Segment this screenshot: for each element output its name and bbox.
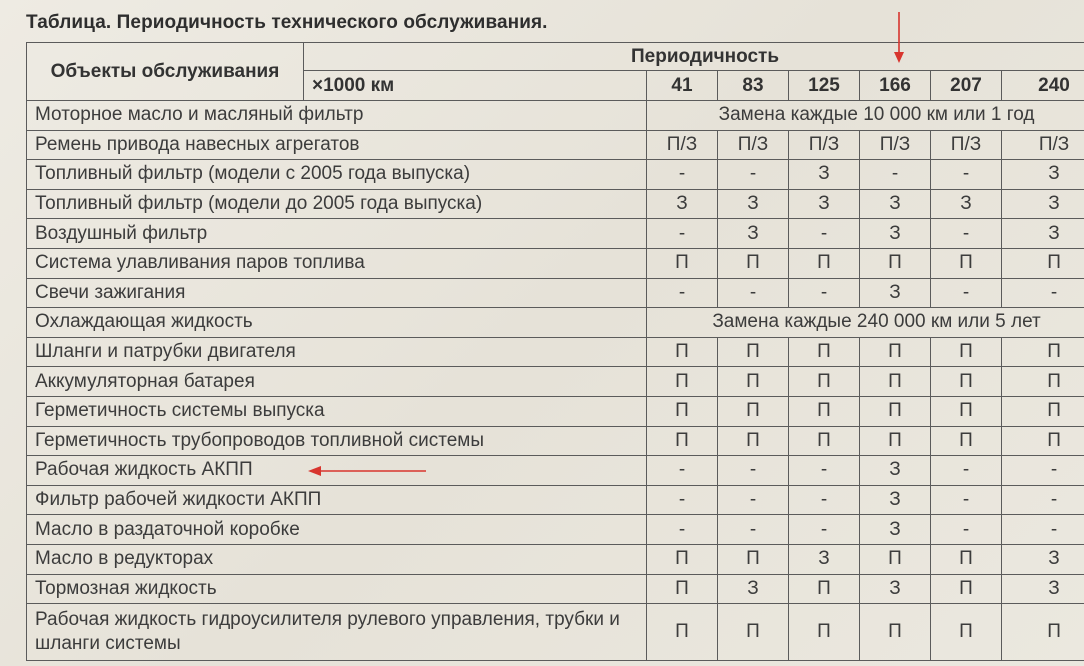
- table-cell: П: [718, 248, 789, 278]
- table-cell: П: [860, 604, 931, 661]
- table-cell: З: [860, 278, 931, 308]
- table-cell: П: [789, 337, 860, 367]
- table-cell: З: [1002, 219, 1084, 249]
- table-cell: П: [1002, 337, 1084, 367]
- table-cell: -: [718, 485, 789, 515]
- table-cell: П: [789, 396, 860, 426]
- table-title: Таблица. Периодичность технического обслуживания.: [26, 12, 548, 33]
- row-label: Топливный фильтр (модели до 2005 года выпуска): [27, 189, 647, 219]
- table-cell: П: [931, 544, 1002, 574]
- table-cell: П: [647, 426, 718, 456]
- table-cell: -: [647, 278, 718, 308]
- row-label: Воздушный фильтр: [27, 219, 647, 249]
- table-cell: -: [647, 160, 718, 190]
- table-row: [27, 426, 1084, 456]
- table-cell: П: [718, 396, 789, 426]
- table-cell: -: [1002, 278, 1084, 308]
- table-cell: З: [1002, 160, 1084, 190]
- table-cell: З: [789, 544, 860, 574]
- table-cell: П: [1002, 426, 1084, 456]
- table-row: [27, 101, 1084, 131]
- row-label: Аккумуляторная батарея: [27, 367, 647, 397]
- header-interval: 41: [647, 71, 718, 101]
- header-interval: 83: [718, 71, 789, 101]
- table-cell: -: [931, 278, 1002, 308]
- header-row-top: [27, 43, 1084, 71]
- table-row: [27, 248, 1084, 278]
- table-cell: П: [647, 396, 718, 426]
- table-cell: З: [789, 160, 860, 190]
- table-cell: П: [1002, 248, 1084, 278]
- table-cell: П/З: [647, 130, 718, 160]
- row-label: Рабочая жидкость АКПП: [27, 456, 647, 486]
- table-cell: -: [718, 278, 789, 308]
- header-objects: Объекты обслуживания: [27, 43, 304, 101]
- table-cell: З: [860, 456, 931, 486]
- table-cell: З: [860, 485, 931, 515]
- row-label: Тормозная жидкость: [27, 574, 647, 604]
- table-cell: П: [931, 574, 1002, 604]
- table-row-highlighted: [27, 456, 1084, 486]
- table-cell: П: [718, 604, 789, 661]
- row-label: Масло в редукторах: [27, 544, 647, 574]
- table-cell: П/З: [1002, 130, 1084, 160]
- table-cell: -: [718, 160, 789, 190]
- row-label: Фильтр рабочей жидкости АКПП: [27, 485, 647, 515]
- table-row: [27, 308, 1084, 338]
- table-row: [27, 278, 1084, 308]
- table-cell: П/З: [860, 130, 931, 160]
- table-cell: П: [647, 574, 718, 604]
- table-cell: П: [718, 426, 789, 456]
- table-row: [27, 544, 1084, 574]
- table-cell: З: [1002, 544, 1084, 574]
- arrow-down-icon: [893, 12, 905, 64]
- table-cell: З: [1002, 574, 1084, 604]
- header-interval: 125: [789, 71, 860, 101]
- table-cell: -: [860, 160, 931, 190]
- table-cell: -: [931, 456, 1002, 486]
- header-interval: 240: [1002, 71, 1084, 101]
- table-cell: П: [718, 367, 789, 397]
- table-cell: П: [1002, 367, 1084, 397]
- table-cell: П: [931, 337, 1002, 367]
- table-cell: П/З: [789, 130, 860, 160]
- table-cell: П: [860, 367, 931, 397]
- maintenance-table: [26, 42, 1084, 661]
- table-cell: П: [789, 248, 860, 278]
- row-label: Рабочая жидкость гидроусилителя рулевого управления, трубки и шланги системы: [27, 604, 647, 661]
- table-cell: З: [860, 515, 931, 545]
- table-cell: -: [931, 219, 1002, 249]
- table-cell: П: [718, 337, 789, 367]
- table-cell: П: [860, 248, 931, 278]
- table-cell: П/З: [718, 130, 789, 160]
- header-interval: 207: [931, 71, 1002, 101]
- table-row: [27, 160, 1084, 190]
- table-cell: З: [1002, 189, 1084, 219]
- table-cell: П: [789, 426, 860, 456]
- row-label: Моторное масло и масляный фильтр: [27, 101, 647, 131]
- table-cell: З: [860, 574, 931, 604]
- table-cell: -: [718, 515, 789, 545]
- table-cell: -: [789, 456, 860, 486]
- row-label: Шланги и патрубки двигателя: [27, 337, 647, 367]
- table-cell: П: [931, 426, 1002, 456]
- table-cell: -: [789, 485, 860, 515]
- table-cell: З: [718, 189, 789, 219]
- table-cell: П: [647, 337, 718, 367]
- table-row: [27, 515, 1084, 545]
- row-label: Герметичность системы выпуска: [27, 396, 647, 426]
- table-cell: З: [789, 189, 860, 219]
- table-cell: -: [647, 485, 718, 515]
- table-cell: -: [931, 515, 1002, 545]
- table-row: [27, 396, 1084, 426]
- table-row: [27, 574, 1084, 604]
- row-label: Свечи зажигания: [27, 278, 647, 308]
- table-cell: -: [789, 515, 860, 545]
- table-cell: П: [1002, 604, 1084, 661]
- table-cell: П: [647, 604, 718, 661]
- table-cell: -: [647, 456, 718, 486]
- table-cell: З: [860, 189, 931, 219]
- row-span-value: Замена каждые 240 000 км или 5 лет: [647, 308, 1084, 338]
- table-cell: П: [931, 248, 1002, 278]
- row-label: Топливный фильтр (модели с 2005 года выпуска): [27, 160, 647, 190]
- table-cell: -: [1002, 485, 1084, 515]
- row-label: Охлаждающая жидкость: [27, 308, 647, 338]
- table-cell: П: [789, 574, 860, 604]
- row-label: Масло в раздаточной коробке: [27, 515, 647, 545]
- table-cell: -: [789, 278, 860, 308]
- table-row: [27, 337, 1084, 367]
- table-cell: З: [931, 189, 1002, 219]
- header-periodicity: Периодичность: [304, 43, 1084, 71]
- table-cell: П: [860, 337, 931, 367]
- table-row: [27, 485, 1084, 515]
- table-cell: П: [931, 604, 1002, 661]
- header-km: ×1000 км: [304, 71, 647, 101]
- arrow-left-icon: [308, 464, 426, 478]
- table-cell: П: [860, 396, 931, 426]
- table-cell: -: [931, 160, 1002, 190]
- row-label: Герметичность трубопроводов топливной системы: [27, 426, 647, 456]
- table-cell: -: [647, 515, 718, 545]
- table-cell: -: [789, 219, 860, 249]
- table-row: [27, 130, 1084, 160]
- table-cell: -: [931, 485, 1002, 515]
- table-cell: З: [718, 219, 789, 249]
- table-cell: П: [931, 396, 1002, 426]
- table-row: [27, 189, 1084, 219]
- row-label: Система улавливания паров топлива: [27, 248, 647, 278]
- table-cell: -: [1002, 515, 1084, 545]
- table-cell: П: [860, 426, 931, 456]
- row-label: Ремень привода навесных агрегатов: [27, 130, 647, 160]
- table-cell: П/З: [931, 130, 1002, 160]
- row-span-value: Замена каждые 10 000 км или 1 год: [647, 101, 1084, 131]
- table-cell: П: [789, 367, 860, 397]
- table-row: [27, 604, 1084, 661]
- table-cell: П: [860, 544, 931, 574]
- table-row: [27, 367, 1084, 397]
- table-cell: -: [1002, 456, 1084, 486]
- table-cell: П: [789, 604, 860, 661]
- table-cell: З: [718, 574, 789, 604]
- table-cell: П: [931, 367, 1002, 397]
- table-cell: П: [647, 367, 718, 397]
- table-cell: П: [647, 544, 718, 574]
- table-cell: П: [1002, 396, 1084, 426]
- table-cell: З: [647, 189, 718, 219]
- table-cell: -: [647, 219, 718, 249]
- table-cell: П: [718, 544, 789, 574]
- table-cell: П: [647, 248, 718, 278]
- table-cell: З: [860, 219, 931, 249]
- table-row: [27, 219, 1084, 249]
- table-cell: -: [718, 456, 789, 486]
- header-interval: 166: [860, 71, 931, 101]
